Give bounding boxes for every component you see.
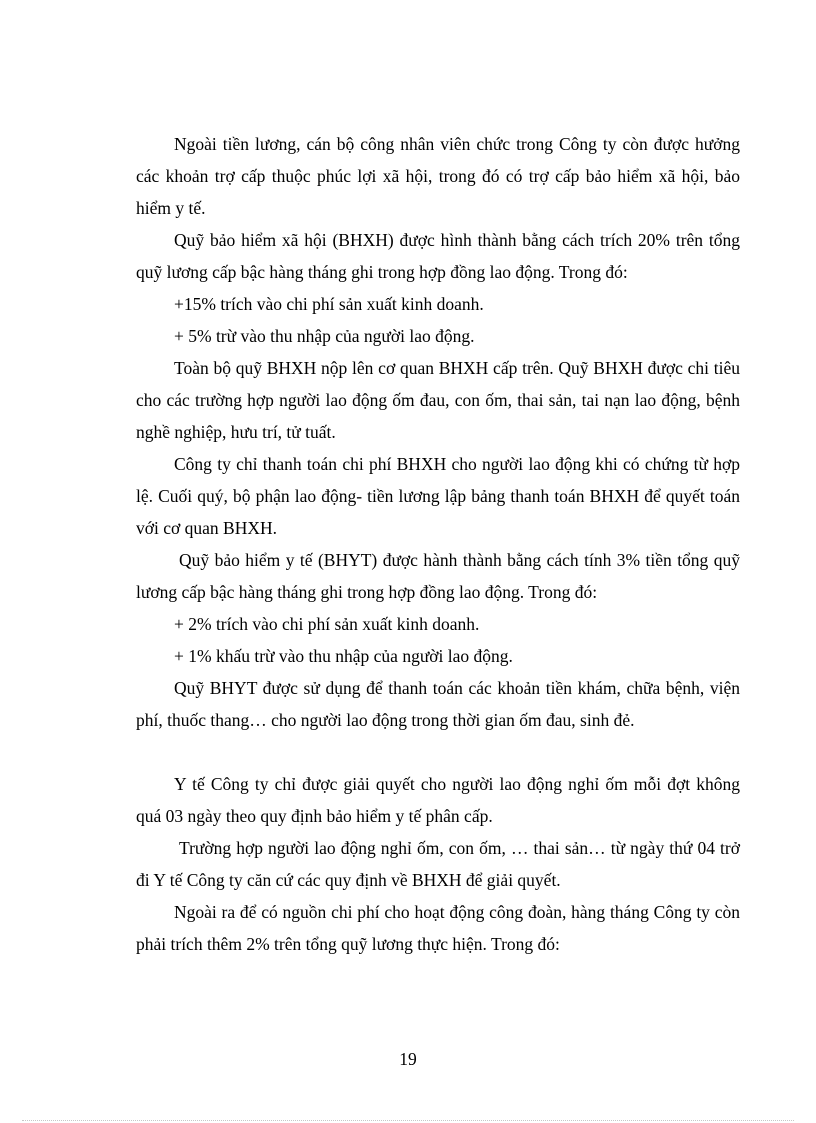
paragraph-bhxh-usage: Toàn bộ quỹ BHXH nộp lên cơ quan BHXH cấp trên. Quỹ BHXH được chi tiêu cho các trường hợp người lao động ốm đau, con ốm, thai sản, tai nạn lao động, bệnh nghề nghiệp, hưu trí, tử tuất. xyxy=(136,358,740,442)
paragraph-extended-leave: Trường hợp người lao động nghỉ ốm, con ốm, … thai sản… từ ngày thứ 04 trở đi Y tế Công ty căn cứ các quy định về BHXH để giải quyết. xyxy=(136,838,740,890)
paragraph-medical-sick-leave: Y tế Công ty chỉ được giải quyết cho người lao động nghỉ ốm mỗi đợt không quá 03 ngày theo quy định bảo hiểm y tế phân cấp. xyxy=(136,774,740,826)
paragraph-bhyt-2-percent: + 2% trích vào chi phí sản xuất kinh doanh. xyxy=(174,614,480,634)
paragraph-bhyt-fund: Quỹ bảo hiểm y tế (BHYT) được hành thành bằng cách tính 3% tiền tổng quỹ lương cấp bậc hàng tháng ghi trong hợp đồng lao động. Trong đó: xyxy=(136,550,740,602)
paragraph-bhxh-payment: Công ty chỉ thanh toán chi phí BHXH cho người lao động khi có chứng từ hợp lệ. Cuối quý, bộ phận lao động- tiền lương lập bảng thanh toán BHXH để quyết toán với cơ quan BHXH. xyxy=(136,454,740,538)
paragraph-union-fund: Ngoài ra để có nguồn chi phí cho hoạt động công đoàn, hàng tháng Công ty còn phải trích thêm 2% trên tổng quỹ lương thực hiện. Trong đó: xyxy=(136,902,740,954)
paragraph-bhxh-5-percent: + 5% trừ vào thu nhập của người lao động. xyxy=(174,326,475,346)
paragraph-bhxh-fund: Quỹ bảo hiểm xã hội (BHXH) được hình thành bằng cách trích 20% trên tổng quỹ lương cấp bậc hàng tháng ghi trong hợp đồng lao động. Trong đó: xyxy=(136,230,740,282)
paragraph-bhyt-1-percent: + 1% khấu trừ vào thu nhập của người lao động. xyxy=(174,646,513,666)
paragraph-bhyt-usage: Quỹ BHYT được sử dụng để thanh toán các khoản tiền khám, chữa bệnh, viện phí, thuốc thang… cho người lao động trong thời gian ốm đau, sinh đẻ. xyxy=(136,678,740,730)
page-bottom-divider xyxy=(22,1120,794,1121)
document-body xyxy=(136,128,740,960)
paragraph-welfare-intro: Ngoài tiền lương, cán bộ công nhân viên chức trong Công ty còn được hưởng các khoản trợ cấp thuộc phúc lợi xã hội, trong đó có trợ cấp bảo hiểm xã hội, bảo hiểm y tế. xyxy=(136,134,740,218)
page-number: 19 xyxy=(399,1049,417,1069)
paragraph-bhxh-15-percent: +15% trích vào chi phí sản xuất kinh doanh. xyxy=(174,294,484,314)
